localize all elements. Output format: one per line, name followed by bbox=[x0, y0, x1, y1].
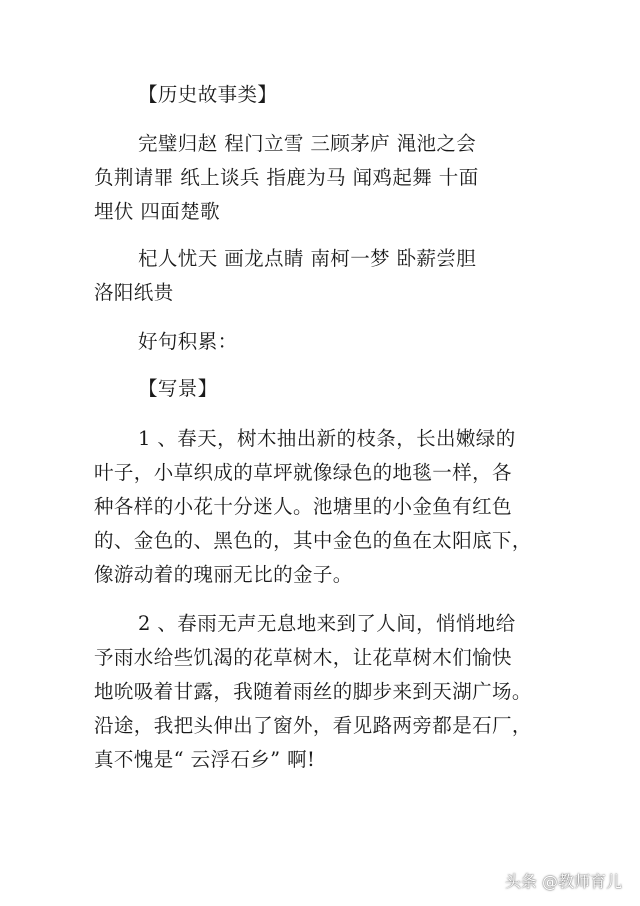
paragraph-1-line: 像游动着的瑰丽无比的金子。 bbox=[94, 563, 353, 586]
paragraph-2-line: 地吮吸着甘露，我随着雨丝的脚步来到天湖广场。 bbox=[94, 680, 532, 703]
source-watermark: 头条 @教师育儿 bbox=[504, 872, 622, 891]
history-heading: 【历史故事类】 bbox=[138, 83, 278, 106]
idiom-line: 洛阳纸贵 bbox=[94, 281, 174, 304]
paragraph-1-line: 叶子，小草织成的草坪就像绿色的地毯一样，各 bbox=[94, 461, 512, 484]
scenery-heading: 【写景】 bbox=[138, 377, 218, 400]
good-sentences-label: 好句积累： bbox=[138, 330, 238, 353]
paragraph-2-line: 2 、春雨无声无息地来到了人间，悄悄地给 bbox=[138, 612, 516, 635]
history-line: 负荆请罪 纸上谈兵 指鹿为马 闻鸡起舞 十面 bbox=[94, 166, 479, 189]
paragraph-2-line: 真不愧是“ 云浮石乡” 啊! bbox=[94, 748, 316, 771]
history-line: 埋伏 四面楚歌 bbox=[94, 200, 220, 223]
paragraph-1-line: 1 、春天，树木抽出新的枝条，长出嫩绿的 bbox=[138, 427, 516, 450]
history-line: 完璧归赵 程门立雪 三顾茅庐 渑池之会 bbox=[138, 132, 477, 155]
paragraph-2-line: 沿途，我把头伸出了窗外，看见路两旁都是石厂， bbox=[94, 714, 532, 737]
paragraph-1-line: 的、金色的、黑色的，其中金色的鱼在太阳底下， bbox=[94, 529, 532, 552]
idiom-line: 杞人忧天 画龙点睛 南柯一梦 卧薪尝胆 bbox=[138, 247, 477, 270]
paragraph-1-line: 种各样的小花十分迷人。池塘里的小金鱼有红色 bbox=[94, 495, 512, 518]
paragraph-2-line: 予雨水给些饥渴的花草树木，让花草树木们愉快 bbox=[94, 646, 512, 669]
